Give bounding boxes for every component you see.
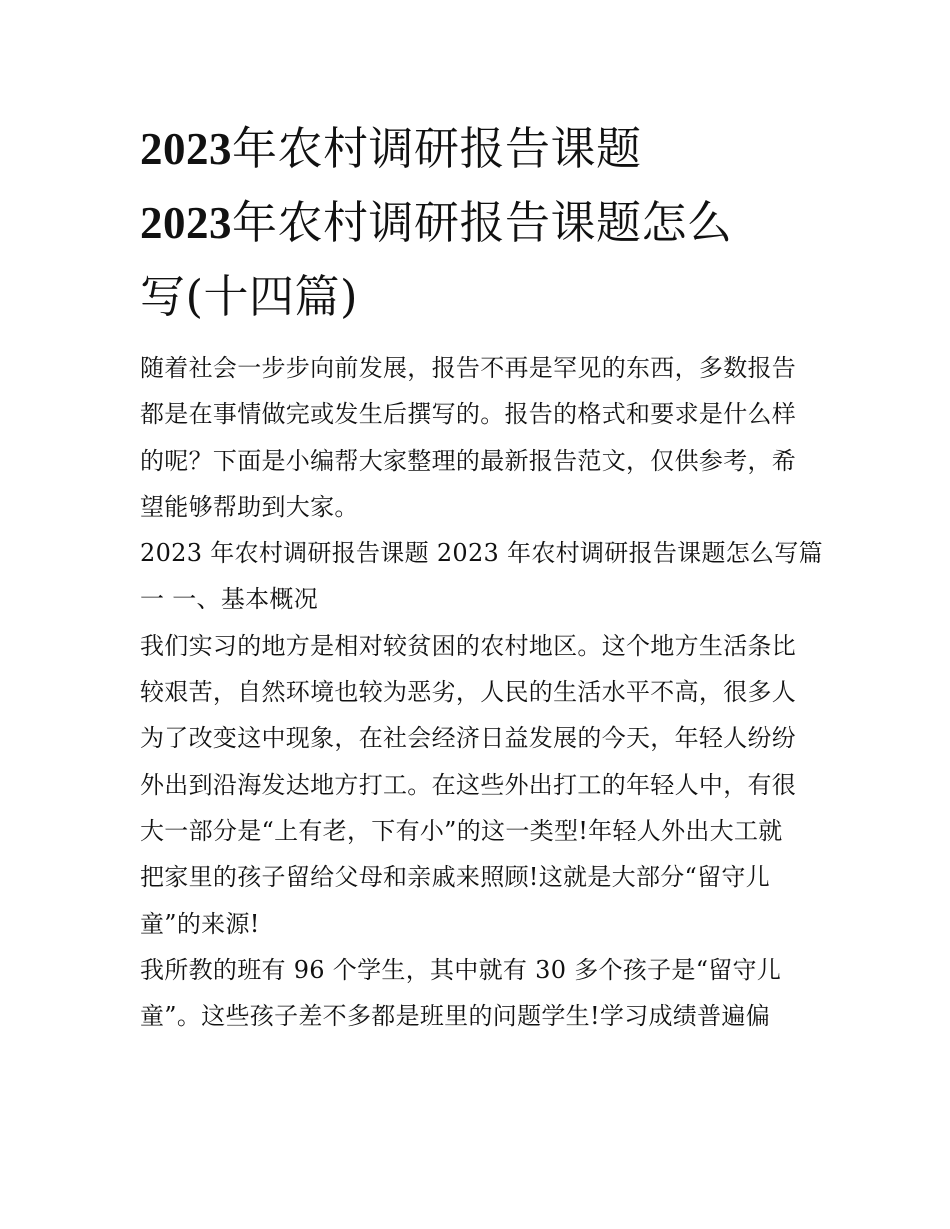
- text-line: 我们实习的地方是相对较贫困的农村地区。这个地方生活条比: [140, 631, 797, 660]
- section-heading-paragraph: [140, 530, 823, 623]
- document-body: [140, 345, 823, 1039]
- text-line: 把家里的孩子留给父母和亲戚来照顾!这就是大部分“留守儿: [140, 863, 771, 892]
- text-line: 随着社会一步步向前发展，报告不再是罕见的东西，多数报告: [140, 354, 797, 382]
- text-line: 较艰苦，自然环境也较为恶劣，人民的生活水平不高，很多人: [140, 678, 797, 707]
- intro-paragraph: [140, 345, 812, 530]
- text-line: 大一部分是“上有老，下有小”的这一类型!年轻人外出大工就: [140, 816, 783, 845]
- document-title: [140, 112, 812, 333]
- document-page: [140, 112, 823, 1039]
- text-line: 2023 年农村调研报告课题 2023 年农村调研报告课题怎么写篇: [140, 539, 823, 568]
- title-line-3: 写(十四篇): [140, 270, 359, 323]
- text-line: 童”的来源!: [140, 909, 260, 938]
- text-line: 的呢？下面是小编帮大家整理的最新报告范文，仅供参考，希: [140, 446, 797, 475]
- text-line: 童”。这些孩子差不多都是班里的问题学生!学习成绩普遍偏: [140, 1002, 771, 1031]
- class-paragraph: [140, 947, 812, 1040]
- text-line: 为了改变这中现象，在社会经济日益发展的今天，年轻人纷纷: [140, 724, 797, 753]
- title-line-2: 2023年农村调研报告课题怎么: [140, 196, 733, 249]
- text-line: 都是在事情做完或发生后撰写的。报告的格式和要求是什么样: [140, 400, 797, 429]
- overview-paragraph: [140, 623, 812, 947]
- title-line-1: 2023年农村调研报告课题: [140, 122, 642, 175]
- text-line: 外出到沿海发达地方打工。在这些外出打工的年轻人中，有很: [140, 770, 797, 799]
- text-line: 我所教的班有 96 个学生，其中就有 30 多个孩子是“留守儿: [140, 955, 782, 984]
- text-line: 一 一、基本概况: [140, 585, 319, 614]
- text-line: 望能够帮助到大家。: [140, 492, 359, 521]
